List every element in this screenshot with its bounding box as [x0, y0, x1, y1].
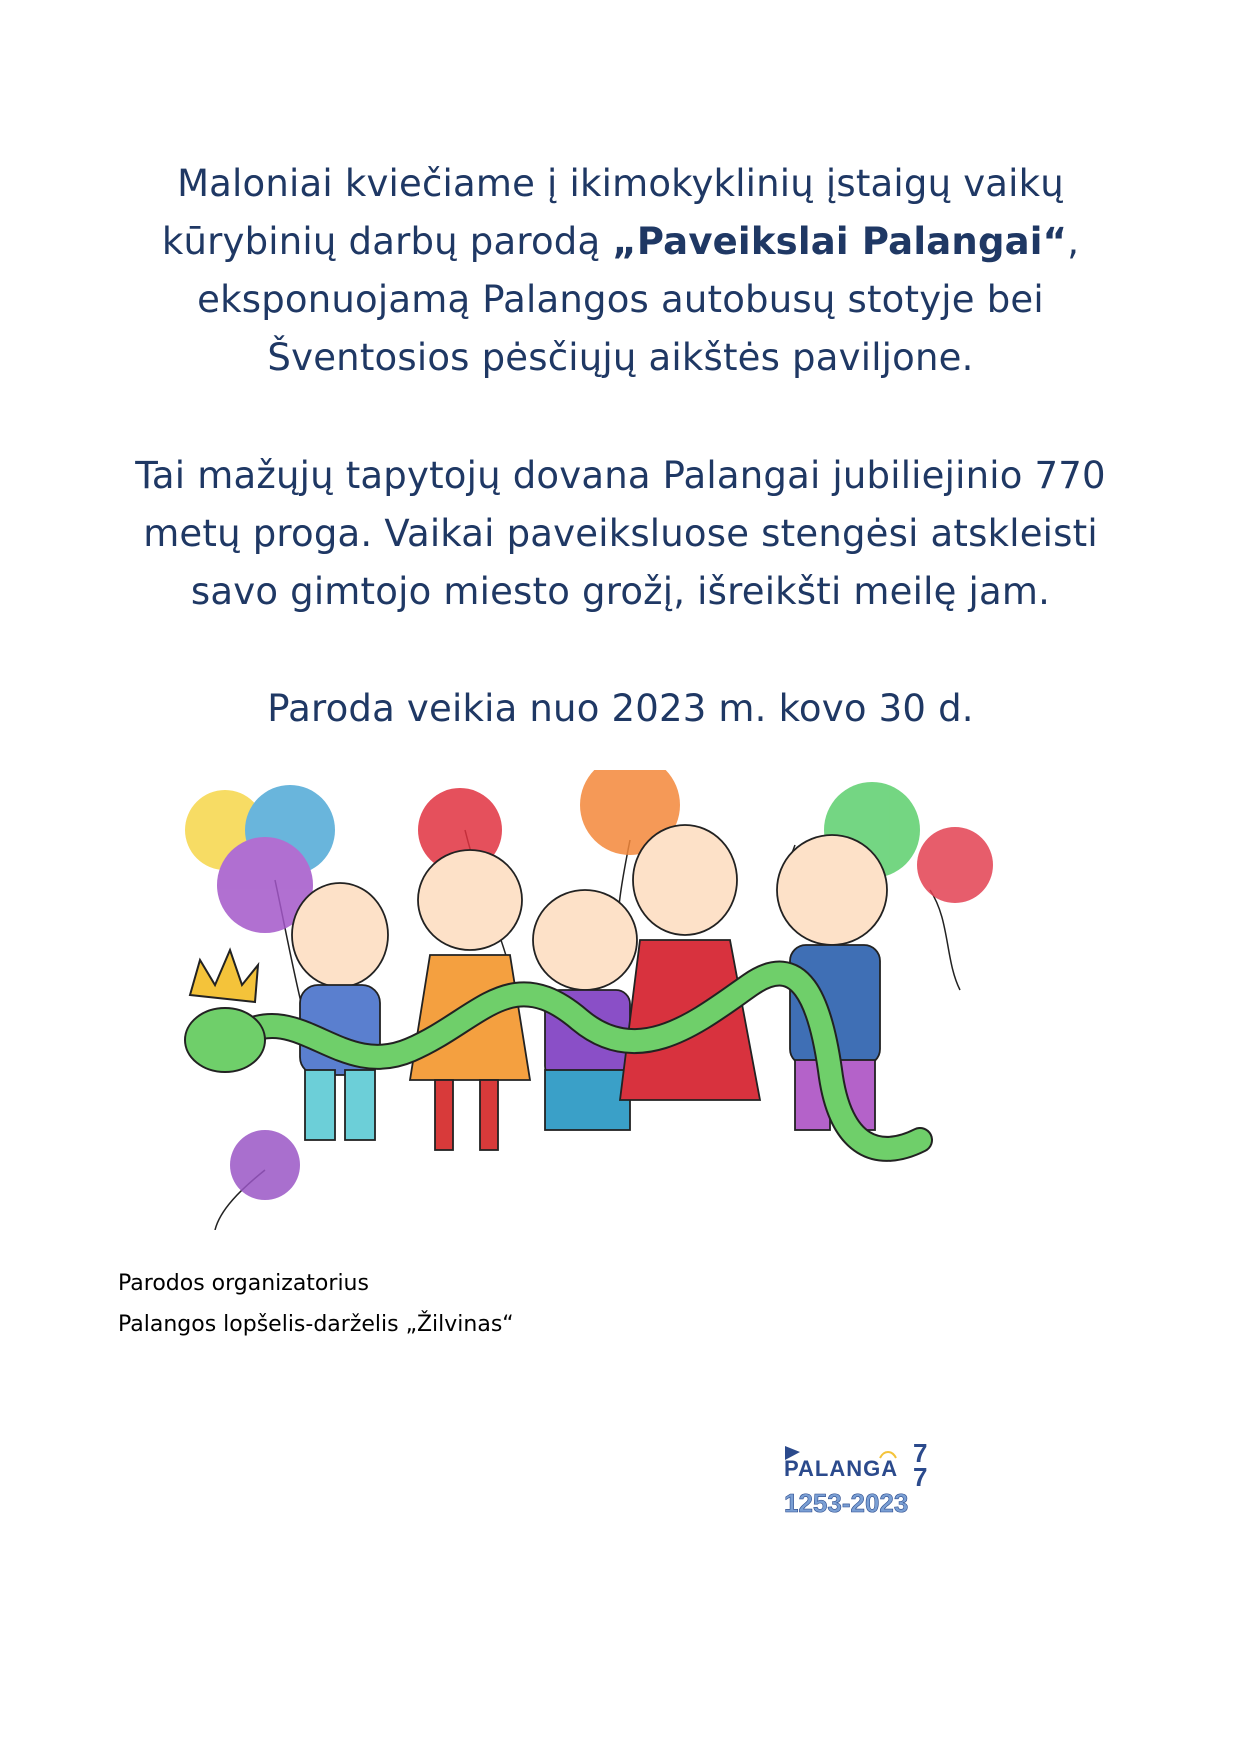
invitation-paragraph-1	[0, 155, 1241, 387]
organizer-label: Parodos organizatorius	[118, 1271, 369, 1296]
logo-years: 1253-2023	[784, 1488, 909, 1518]
invitation-line	[0, 213, 1241, 271]
palanga-770-logo	[780, 1438, 980, 1528]
exhibition-date	[0, 680, 1241, 738]
invitation-line: Maloniai kviečiame į ikimokyklinių įstaigų vaikų	[177, 162, 1064, 205]
balloon-purple-small	[230, 1130, 300, 1200]
invitation-line: eksponuojamą Palangos autobusų stotyje bei	[197, 278, 1044, 321]
invitation-text: ,	[1067, 220, 1080, 263]
logo-digit-2: 7	[913, 1462, 928, 1492]
snake-head	[185, 1008, 265, 1072]
logo-word: PALANGA	[784, 1456, 899, 1481]
organizer-name: Palangos lopšelis-darželis „Žilvinas“	[118, 1312, 514, 1337]
crown	[190, 950, 258, 1002]
organizer-block	[118, 1263, 514, 1345]
logo-digit-1: 7	[913, 1438, 928, 1468]
invitation-line: metų proga. Vaikai paveiksluose stengėsi atskleisti	[143, 512, 1098, 555]
invitation-paragraph-2	[0, 447, 1241, 621]
exhibition-title: „Paveikslai Palangai“	[612, 220, 1068, 263]
exhibition-date-text: Paroda veikia nuo 2023 m. kovo 30 d.	[267, 687, 974, 730]
invitation-line: Šventosios pėsčiųjų aikštės paviljone.	[267, 336, 974, 379]
invitation-line: Tai mažųjų tapytojų dovana Palangai jubiliejinio 770	[135, 454, 1106, 497]
children-balloons-illustration	[180, 770, 1060, 1230]
invitation-text: kūrybinių darbų parodą	[161, 220, 613, 263]
invitation-line: savo gimtojo miesto grožį, išreikšti meilę jam.	[190, 570, 1051, 613]
balloon-red-small	[917, 827, 993, 903]
